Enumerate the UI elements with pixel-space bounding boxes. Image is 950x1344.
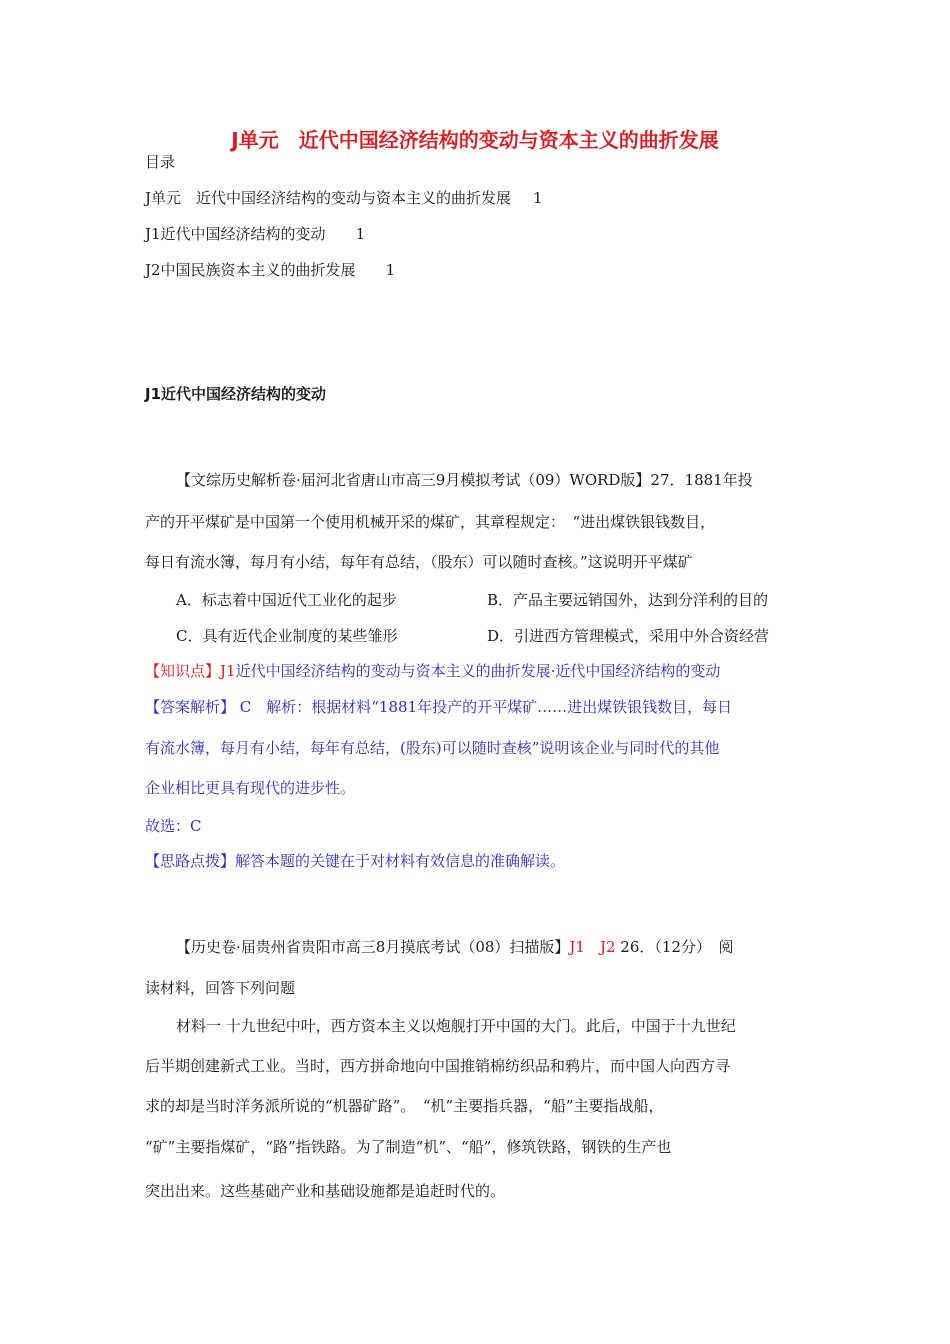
hint [145,851,565,871]
hint-label: 【思路点拨】 [145,852,236,870]
toc-item[interactable] [145,224,365,244]
analysis-label: 【答案解析】 [145,698,236,716]
material-line: “矿”主要指煤矿，“路”指铁路。为了制造“机”、“船”，修筑铁路，钢铁的生产也 [145,1138,672,1156]
question-text-line: 产的开平煤矿是中国第一个使用机械开采的煤矿，其章程规定： “进出煤铁银钱数目， [145,513,716,531]
question2-header [176,937,733,957]
analysis-text-line: 有流水簿，每月有小结，每年有总结，(股东)可以随时查核”说明该企业与同时代的其他 [145,739,720,757]
option-b: B．产品主要远销国外，达到分洋利的目的 [487,591,769,609]
toc-item[interactable] [145,260,395,280]
section-heading: J1近代中国经济结构的变动 [145,385,327,403]
material-line: 求的却是当时洋务派所说的“机器矿路”。 “机”主要指兵器，“船”主要指战船， [145,1097,664,1115]
toc-item-page: 1 [533,189,543,207]
question2-instruction: 读材料，回答下列问题 [145,979,296,997]
material-line: 后半期创建新式工业。当时，西方拼命地向中国推销棉纺织品和鸦片，而中国人向西方寻 [145,1057,731,1075]
analysis-text-line: 企业相比更具有现代的进步性。 [145,779,356,797]
toc-item-page: 1 [355,225,366,243]
question2-source: 【历史卷·届贵州省贵阳市高三8月摸底考试（08）扫描版】 [176,938,570,956]
question2-number: 26．（12分） 阅 [615,938,734,956]
toc-heading: 目录 [145,153,176,171]
question2-codes: J1 J2 [569,938,616,956]
knowledge-code: J1 [220,662,236,680]
answer-choice: 故选：C [145,817,202,835]
question-text-line: 【文综历史解析卷·届河北省唐山市高三9月模拟考试（09）WORD版】27．1881年投 [176,471,753,489]
document-title: J单元 近代中国经济结构的变动与资本主义的曲折发展 [231,128,719,152]
analysis-text: C 解析：根据材料“1881年投产的开平煤矿……进出煤铁银钱数目，每日 [235,698,733,716]
option-a: A．标志着中国近代工业化的起步 [176,591,397,609]
toc-item-text: J1近代中国经济结构的变动 [145,225,326,243]
question-text-line: 每日有流水簿，每月有小结，每年有总结，（股东）可以随时查核。”这说明开平煤矿 [145,553,693,571]
hint-text: 解答本题的关键在于对材料有效信息的准确解读。 [235,852,566,870]
option-c: C．具有近代企业制度的某些雏形 [176,627,398,645]
toc-item-text: J单元 近代中国经济结构的变动与资本主义的曲折发展 [145,189,512,207]
toc-item-page: 1 [385,261,396,279]
toc-item-text: J2中国民族资本主义的曲折发展 [145,261,356,279]
material-line: 材料一 十九世纪中叶，西方资本主义以炮舰打开中国的大门。此后，中国于十九世纪 [176,1017,736,1035]
option-d: D．引进西方管理模式，采用中外合资经营 [487,627,770,645]
knowledge-label: 【知识点】 [145,662,221,680]
material-line: 突出出来。这些基础产业和基础设施都是追赶时代的。 [145,1182,506,1200]
answer-analysis [145,697,732,717]
toc-item[interactable] [145,188,543,208]
knowledge-point [145,661,720,681]
knowledge-text: 近代中国经济结构的变动与资本主义的曲折发展·近代中国经济结构的变动 [235,662,721,680]
